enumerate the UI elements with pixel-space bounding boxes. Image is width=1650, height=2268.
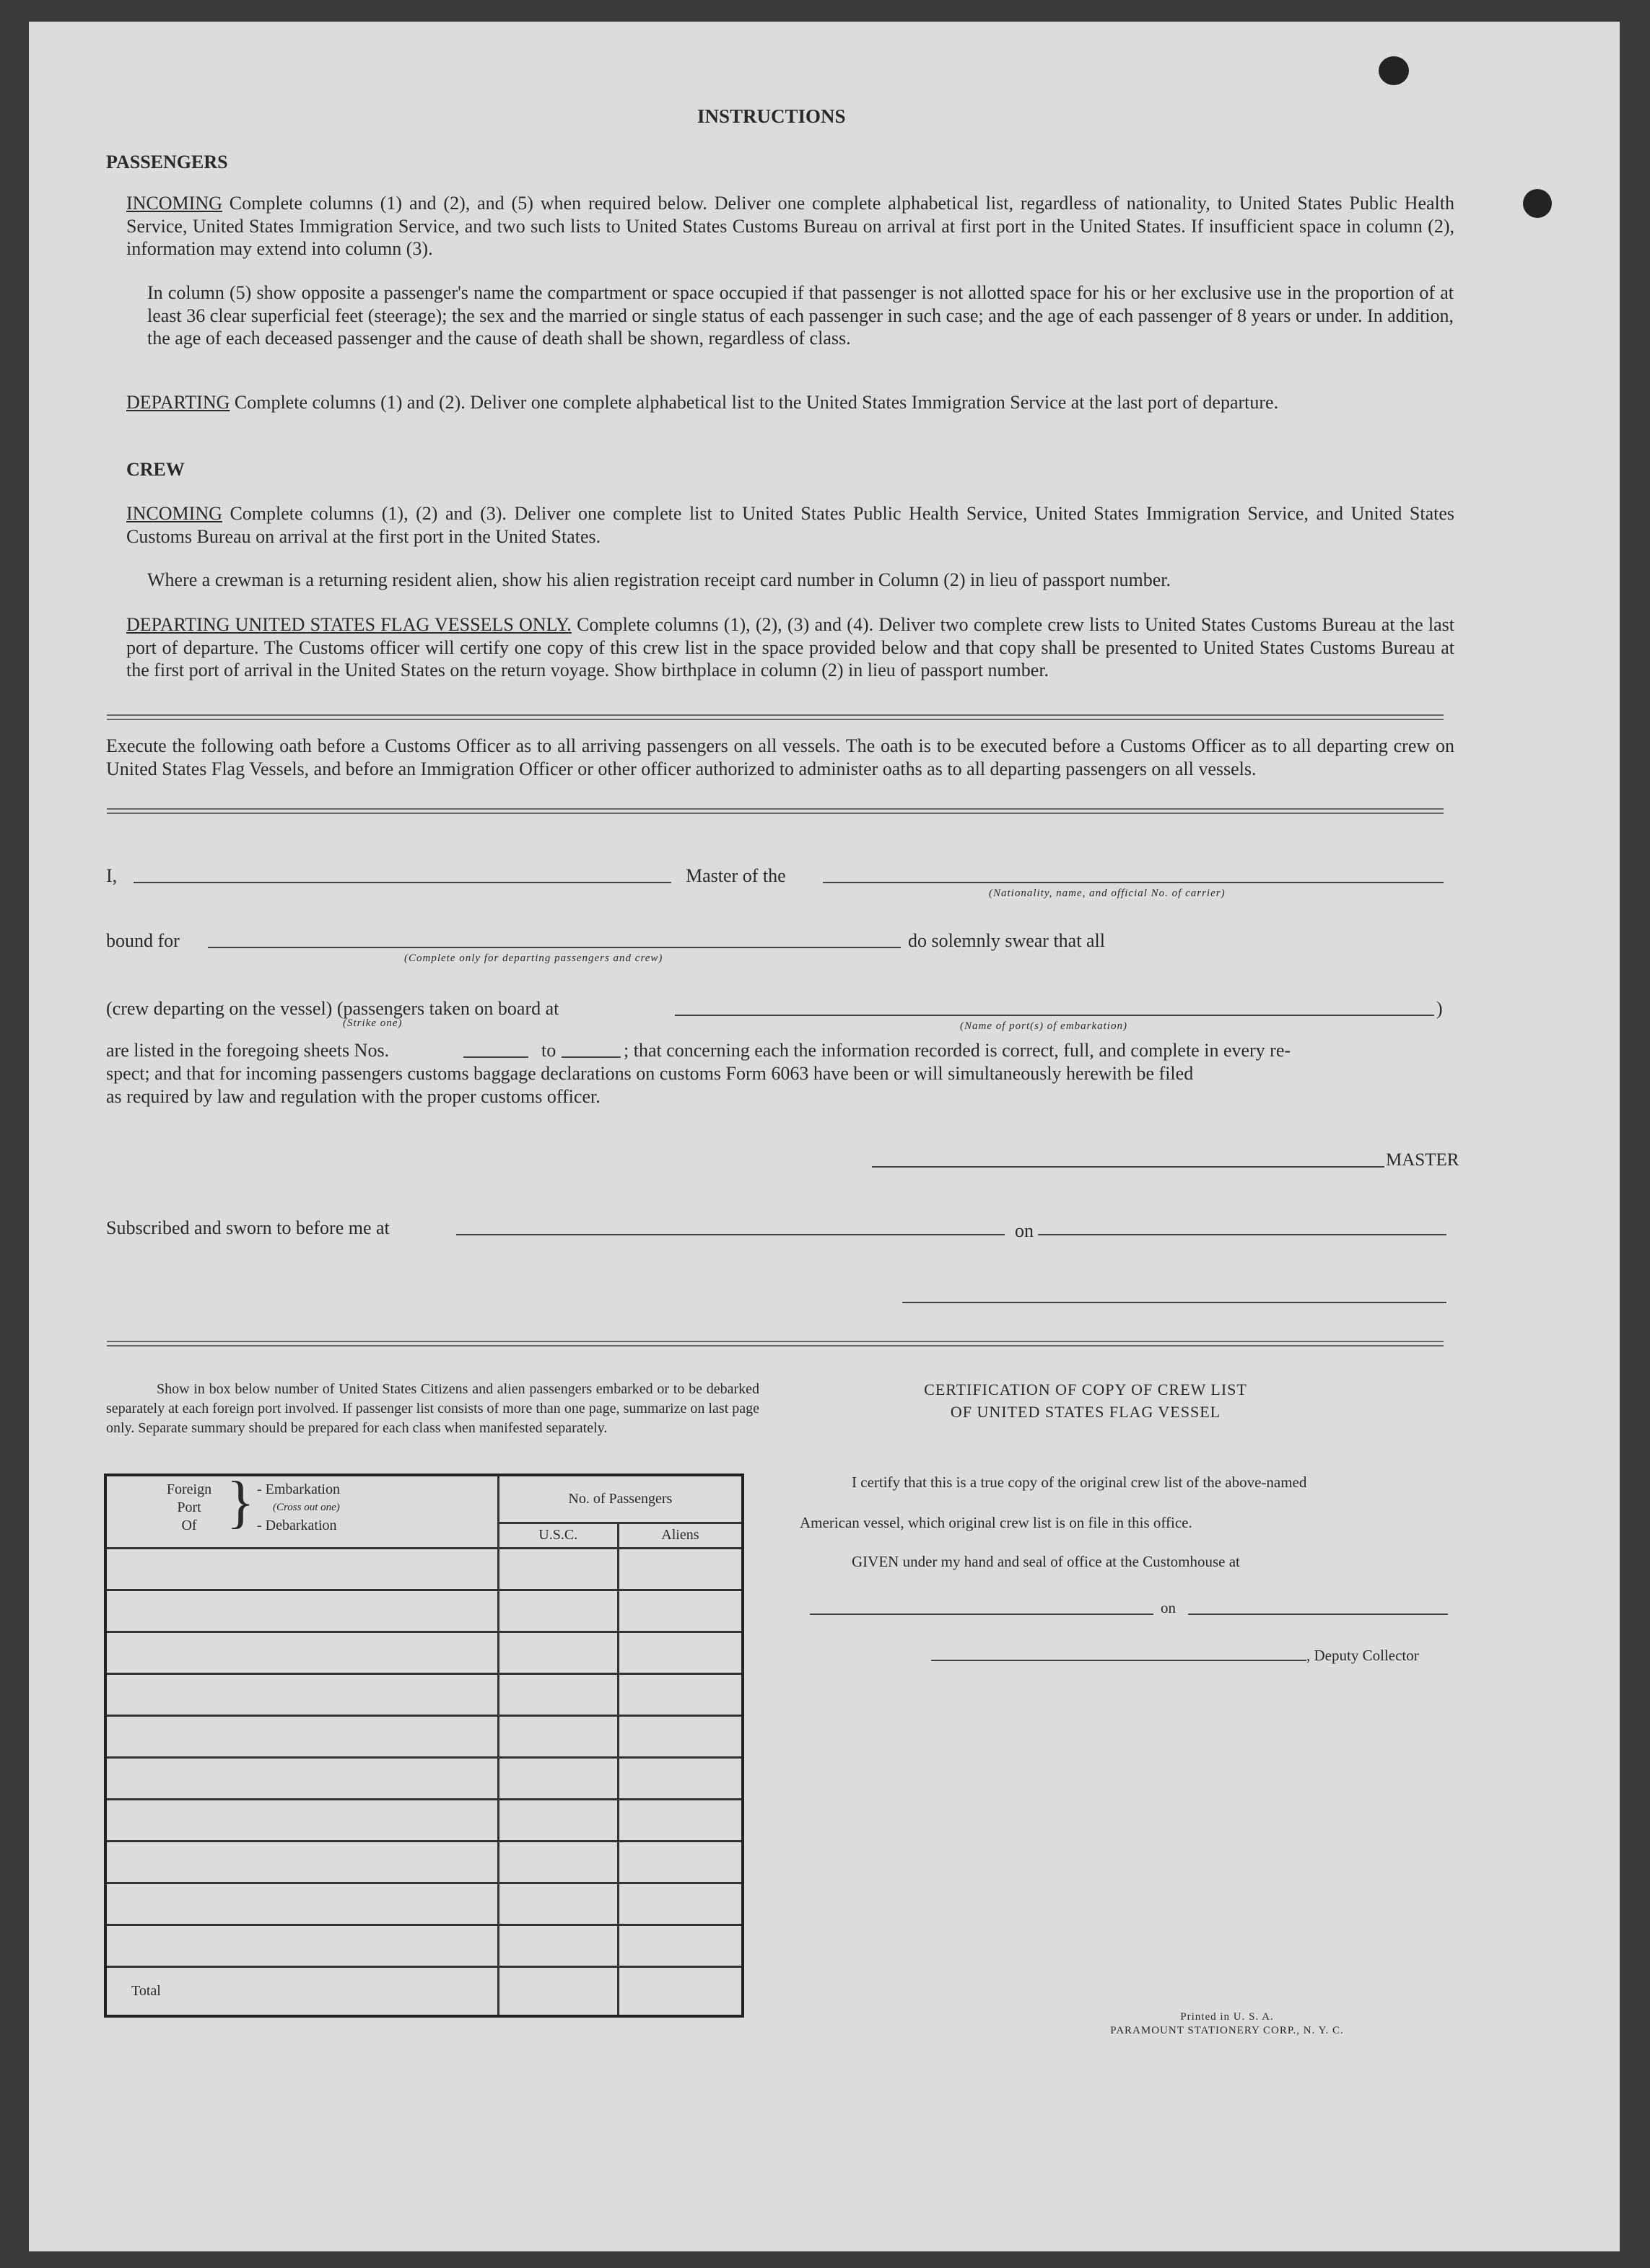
passengers-incoming-label: INCOMING [126, 193, 222, 214]
master-name-field[interactable] [134, 882, 671, 883]
section-divider [107, 714, 1444, 720]
crew-flag-paragraph [126, 613, 1454, 682]
port-cell[interactable] [105, 1716, 498, 1758]
printer-name: PARAMOUNT STATIONERY CORP., N. Y. C. [1110, 2025, 1344, 2036]
usc-cell[interactable] [498, 1590, 618, 1632]
table-row [105, 1883, 743, 1925]
passengers-departing-text: Complete columns (1) and (2). Deliver one complete alphabetical list to the United States Immigration Service at the last port of departure. [234, 392, 1279, 413]
crew-incoming-text: Complete columns (1), (2) and (3). Deliver one complete list to United States Public Health Service, United States Immigration Service, and United States Customs Bureau on arrival at the first port in the United States. [126, 503, 1454, 547]
subscribed-label: Subscribed and sworn to before me at [106, 1217, 390, 1238]
aliens-header: Aliens [618, 1523, 743, 1548]
usc-cell[interactable] [498, 1925, 618, 1967]
port-cell[interactable] [105, 1632, 498, 1674]
listed-to-label: to [541, 1040, 556, 1061]
column5-paragraph: In column (5) show opposite a passenger's name the compartment or space occupied if that passenger is not allotted space for his or her exclusive use in the proportion of at least 36 clear superficial feet (steerage); the sex and the married or single status of each passenger in such case; and the age of each passenger of 8 years or under. In addition, the age of each deceased passenger and the cause of death shall be shown, regardless of class. [147, 282, 1454, 349]
certification-on-label: on [1161, 1599, 1176, 1616]
certification-line-2: American vessel, which original crew list is on file in this office. [800, 1514, 1192, 1531]
carrier-caption: (Nationality, name, and official No. of carrier) [989, 888, 1226, 899]
aliens-cell[interactable] [618, 1549, 743, 1590]
crew-passengers-label: (crew departing on the vessel) (passengers taken on board at [106, 998, 559, 1019]
table-row [105, 1758, 743, 1800]
punch-hole-mark [1379, 56, 1409, 85]
page-title: INSTRUCTIONS [697, 105, 846, 127]
aliens-cell[interactable] [618, 1800, 743, 1842]
no-passengers-header: No. of Passengers [498, 1475, 743, 1523]
embarkation-label[interactable]: - Embarkation [257, 1481, 340, 1497]
aliens-cell[interactable] [618, 1674, 743, 1716]
total-label: Total [105, 1967, 498, 2016]
aliens-total-cell[interactable] [618, 1967, 743, 2016]
certification-title-line-2: OF UNITED STATES FLAG VESSEL [950, 1403, 1221, 1421]
sworn-place-field[interactable] [456, 1234, 1005, 1235]
master-of-label: Master of the [686, 865, 786, 886]
usc-cell[interactable] [498, 1674, 618, 1716]
usc-cell[interactable] [498, 1716, 618, 1758]
passengers-incoming-paragraph [126, 192, 1454, 260]
usc-cell[interactable] [498, 1800, 618, 1842]
usc-cell[interactable] [498, 1632, 618, 1674]
foreign-port-of-label [156, 1481, 222, 1535]
table-row [105, 1632, 743, 1674]
certification-title-line-1: CERTIFICATION OF COPY OF CREW LIST [924, 1380, 1247, 1398]
table-row [105, 1800, 743, 1842]
table-row [105, 1674, 743, 1716]
deputy-signature-field[interactable] [931, 1660, 1306, 1661]
passengers-incoming-text: Complete columns (1) and (2), and (5) when required below. Deliver one complete alphabetical list, regardless of nationality, to United States Public Health Service, United States Immigration Service, and two such lists to United States Customs Bureau on arrival at first port in the United States. If insufficient space in column (2), information may extend into column (3). [126, 193, 1455, 259]
crew-heading: CREW [126, 459, 185, 480]
table-row [105, 1716, 743, 1758]
printer-imprint [1083, 2010, 1371, 2038]
section-divider [107, 1341, 1444, 1347]
aliens-cell[interactable] [618, 1925, 743, 1967]
usc-cell[interactable] [498, 1842, 618, 1883]
passengers-departing-paragraph [126, 391, 1454, 414]
port-cell[interactable] [105, 1590, 498, 1632]
customhouse-field[interactable] [810, 1614, 1153, 1615]
bound-for-caption: (Complete only for departing passengers and crew) [404, 953, 663, 964]
crew-incoming-paragraph [126, 502, 1454, 548]
master-label: MASTER [1386, 1150, 1459, 1170]
foreign-label: Foreign [166, 1481, 212, 1497]
of-label: Of [181, 1518, 197, 1533]
listed-text-a: are listed in the foregoing sheets Nos. [106, 1040, 390, 1061]
resident-alien-paragraph: Where a crewman is a returning resident alien, show his alien registration receipt card number in Column (2) in lieu of passport number. [147, 569, 1171, 590]
port-cell[interactable] [105, 1674, 498, 1716]
officer-signature-field[interactable] [902, 1302, 1446, 1303]
usc-total-cell[interactable] [498, 1967, 618, 2016]
aliens-cell[interactable] [618, 1590, 743, 1632]
port-cell[interactable] [105, 1549, 498, 1590]
summary-instructions: Show in box below number of United States Citizens and alien passengers embarked or to be debarked separately at each foreign port involved. If passenger list consists of more than one page, summarize on last page only. Separate summary should be prepared for each class when manifested separately. [106, 1381, 759, 1436]
usc-header: U.S.C. [498, 1523, 618, 1548]
crew-incoming-label: INCOMING [126, 503, 222, 524]
crew-flag-label: DEPARTING UNITED STATES FLAG VESSELS ONLY. [126, 614, 572, 635]
usc-cell[interactable] [498, 1549, 618, 1590]
deputy-collector-label: , Deputy Collector [1306, 1647, 1419, 1664]
sworn-date-field[interactable] [1038, 1234, 1446, 1235]
form-sheet [29, 22, 1620, 2251]
port-header-cell [105, 1471, 498, 1549]
sheet-from-field[interactable] [463, 1056, 528, 1058]
certification-line-3: GIVEN under my hand and seal of office at the Customhouse at [852, 1553, 1240, 1570]
oath-i-label: I, [106, 865, 118, 886]
port-cell[interactable] [105, 1800, 498, 1842]
aliens-cell[interactable] [618, 1632, 743, 1674]
aliens-cell[interactable] [618, 1842, 743, 1883]
port-caption: (Name of port(s) of embarkation) [960, 1020, 1127, 1032]
port-cell[interactable] [105, 1758, 498, 1800]
bound-for-field[interactable] [208, 947, 901, 948]
total-row [105, 1967, 743, 2016]
aliens-cell[interactable] [618, 1883, 743, 1925]
punch-hole-mark [1523, 189, 1552, 218]
listed-text-b: ; that concerning each the information recorded is correct, full, and complete in every re- [624, 1040, 1291, 1061]
passengers-heading: PASSENGERS [106, 152, 228, 172]
sheet-to-field[interactable] [562, 1056, 621, 1058]
port-label: Port [177, 1499, 201, 1515]
port-cell[interactable] [105, 1842, 498, 1883]
crew-flag-text: Complete columns (1), (2), (3) and (4). Deliver two complete crew lists to United States Customs Bureau at the last port of departure. The Customs officer will certify one copy of this crew list in the space provided below and that copy shall be presented to United States Customs Bureau at the first port of arrival in the United States on the return voyage. Show birthplace in column (2) in lieu of passport number. [126, 614, 1455, 680]
sworn-on-label: on [1015, 1220, 1034, 1241]
table-row [105, 1925, 743, 1967]
listed-text-c: spect; and that for incoming passengers customs baggage declarations on customs Form 6063 have been or will simultaneously herewith be filed [106, 1063, 1194, 1084]
swear-label: do solemnly swear that all [908, 930, 1105, 951]
certification-title [826, 1378, 1345, 1423]
oath-intro: Execute the following oath before a Customs Officer as to all arriving passengers on all vessels. The oath is to be executed before a Customs Officer as to all departing crew on United States Flag Vessels, and before an Immigration Officer or other officer authorized to administer oaths as to all departing passengers on all vessels. [106, 735, 1454, 779]
carrier-field[interactable] [823, 882, 1444, 883]
table-row [105, 1590, 743, 1632]
usc-cell[interactable] [498, 1883, 618, 1925]
close-paren: ) [1436, 998, 1443, 1019]
table-row [105, 1842, 743, 1883]
certification-line-1: I certify that this is a true copy of the original crew list of the above-named [852, 1474, 1307, 1491]
cross-out-label: (Cross out one) [273, 1502, 340, 1513]
strike-one-caption: (Strike one) [343, 1017, 403, 1029]
certification-date-field[interactable] [1188, 1614, 1448, 1615]
printed-in-usa: Printed in U. S. A. [1180, 2011, 1274, 2023]
section-divider [107, 808, 1444, 814]
passengers-departing-label: DEPARTING [126, 392, 230, 413]
usc-cell[interactable] [498, 1758, 618, 1800]
port-cell[interactable] [105, 1925, 498, 1967]
brace-icon: } [227, 1471, 255, 1534]
bound-for-label: bound for [106, 930, 180, 951]
master-signature-field[interactable] [872, 1166, 1384, 1168]
passenger-summary-table [104, 1471, 744, 2018]
aliens-cell[interactable] [618, 1758, 743, 1800]
embark-debark-labels [257, 1481, 340, 1535]
debarkation-label[interactable]: - Debarkation [257, 1518, 337, 1533]
aliens-cell[interactable] [618, 1716, 743, 1758]
embarkation-port-field[interactable] [675, 1015, 1434, 1016]
listed-text-d: as required by law and regulation with the proper customs officer. [106, 1086, 601, 1107]
table-row [105, 1549, 743, 1590]
port-cell[interactable] [105, 1883, 498, 1925]
